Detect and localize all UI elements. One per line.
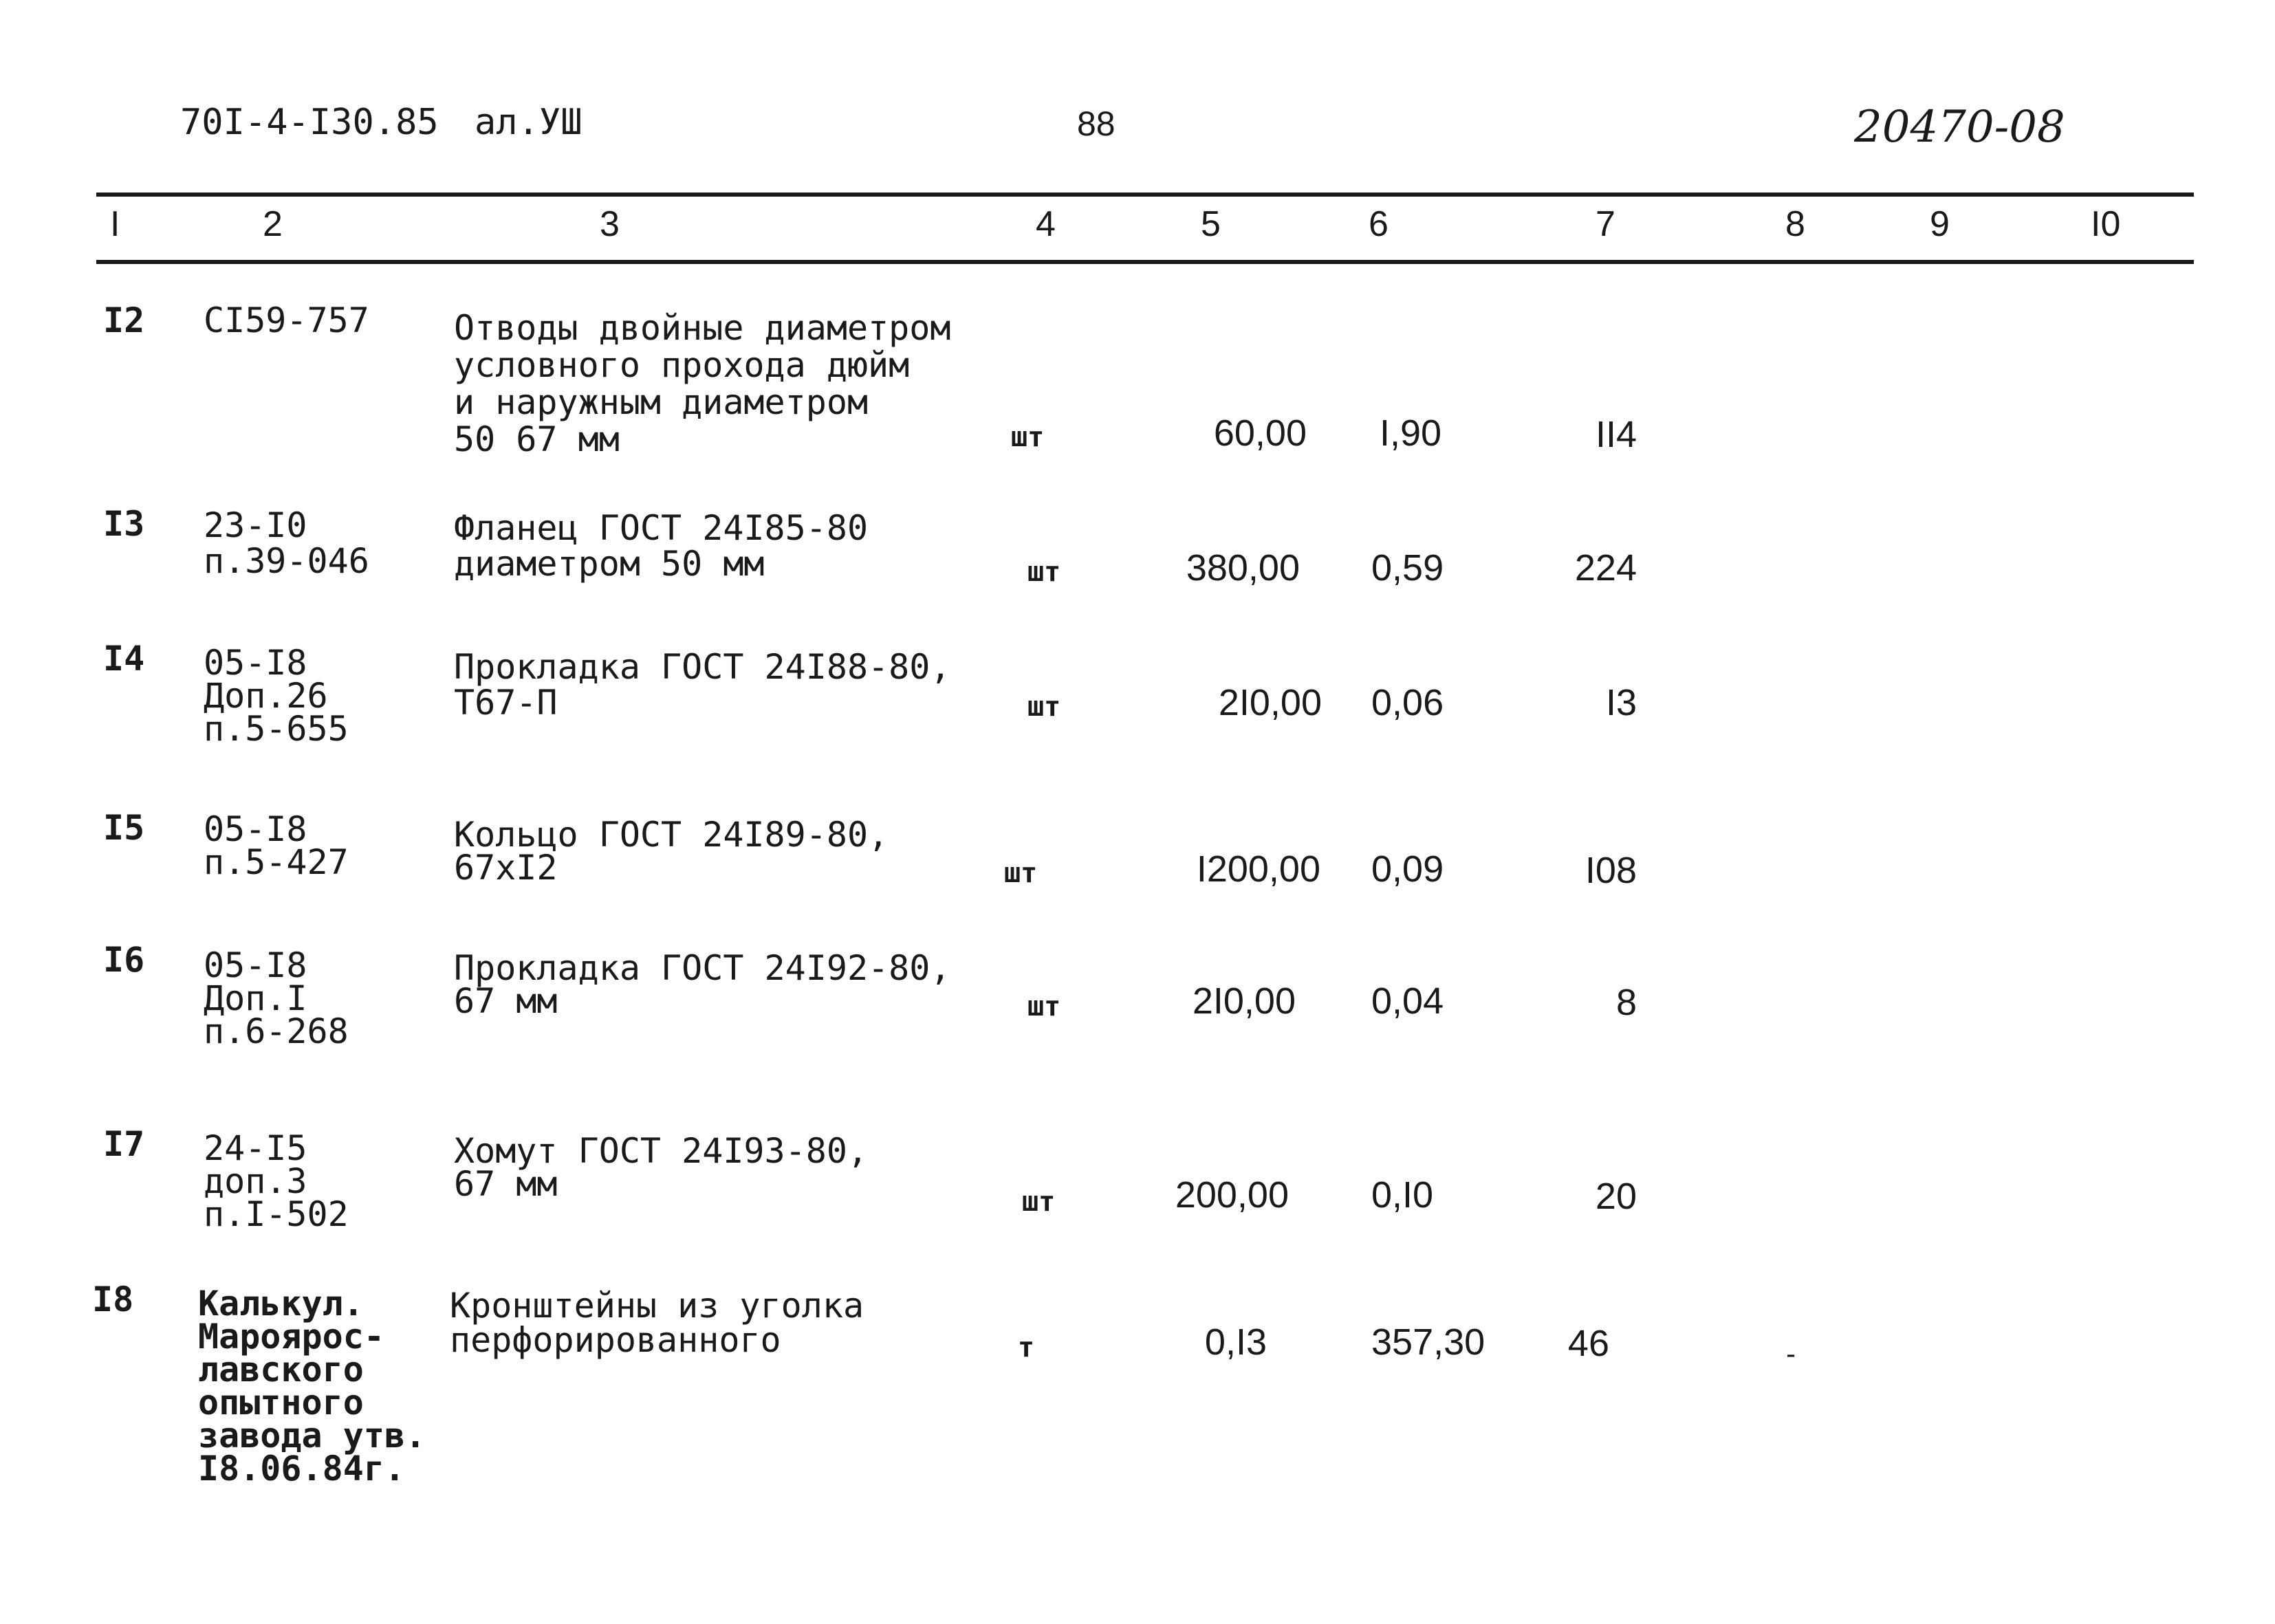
column-number: I0 [2091,204,2121,244]
column-number: 7 [1596,204,1615,244]
row-quantity: 2I0,00 [1218,682,1322,723]
row-price: 357,30 [1371,1321,1485,1363]
row-code: CI59-757 [204,300,369,340]
row-quantity: 200,00 [1175,1174,1289,1216]
row-code: Калькул. Мароярос- лавского опытного завода утв. I8.06.84г. [198,1284,426,1489]
row-price: 0,09 [1371,848,1444,890]
row-description: Фланец ГОСТ 24I85-80 диаметром 50 мм [454,508,869,584]
row-quantity: 60,00 [1213,413,1307,454]
column-number: 6 [1369,204,1389,244]
row-description: Хомут ГОСТ 24I93-80, 67 мм [454,1131,869,1204]
row-unit: шт [1027,991,1061,1022]
row-price: 0,04 [1371,980,1444,1022]
header-rule-bottom [96,260,2194,264]
row-total: I08 [1585,850,1637,891]
row-number: I7 [103,1124,145,1164]
row-unit: шт [1004,857,1038,889]
row-description: Кольцо ГОСТ 24I89-80, 67хI2 [454,815,889,888]
row-price: I,90 [1380,413,1442,454]
document-code: 70I-4-I30.85 [180,102,439,143]
row-number: I8 [92,1280,134,1319]
row-description: Прокладка ГОСТ 24I92-80, 67 мм [454,948,951,1021]
column-number: I [110,204,120,244]
row-code: 05-I8 п.5-427 [204,809,349,882]
column-number: 2 [263,204,283,244]
row-quantity: 0,I3 [1204,1321,1267,1363]
column-number: 3 [600,204,620,244]
row-price: 0,59 [1371,547,1444,589]
row-total: 46 [1567,1323,1609,1364]
row-total: 224 [1574,547,1637,589]
page-number: 88 [1077,105,1115,143]
row-code: 24-I5 доп.3 п.I-502 [204,1128,349,1234]
handwritten-number: 20470-08 [1854,102,2065,153]
row-description: Отводы двойные диаметром условного прохода дюйм и наружным диаметром 50 67 мм [454,308,951,459]
column-number: 9 [1930,204,1950,244]
row-description: Кронштейны из уголка перфорированного [450,1286,864,1360]
row-quantity: 380,00 [1186,547,1300,589]
row-unit: шт [1022,1186,1056,1218]
row-code: 23-I0 п.39-046 [204,505,369,581]
sheet-label: ал.УШ [475,102,583,143]
row-total: 8 [1615,982,1637,1023]
row-price: 0,06 [1371,682,1444,723]
row-unit: т [1018,1332,1035,1363]
row-number: I3 [103,504,145,544]
row-description: Прокладка ГОСТ 24I88-80, Т67-П [454,647,951,723]
row-unit: шт [1027,691,1061,723]
column-number: 5 [1201,204,1221,244]
row-quantity: I200,00 [1196,848,1320,890]
row-total: I3 [1605,682,1637,723]
row-number: I6 [103,940,145,980]
column-number: 4 [1036,204,1056,244]
row-number: I2 [103,300,145,340]
row-number: I5 [103,808,145,848]
row-col8-mark: - [1783,1339,1800,1370]
row-total: II4 [1595,414,1637,455]
row-number: I4 [103,639,145,679]
row-quantity: 2I0,00 [1192,980,1296,1022]
row-total: 20 [1595,1176,1637,1217]
column-number: 8 [1785,204,1805,244]
row-code: 05-I8 Доп.I п.6-268 [204,945,349,1051]
row-unit: шт [1011,421,1045,453]
row-price: 0,I0 [1371,1174,1434,1216]
row-code: 05-I8 Доп.26 п.5-655 [204,643,349,749]
row-unit: шт [1027,556,1061,588]
header-rule-top [96,193,2194,197]
